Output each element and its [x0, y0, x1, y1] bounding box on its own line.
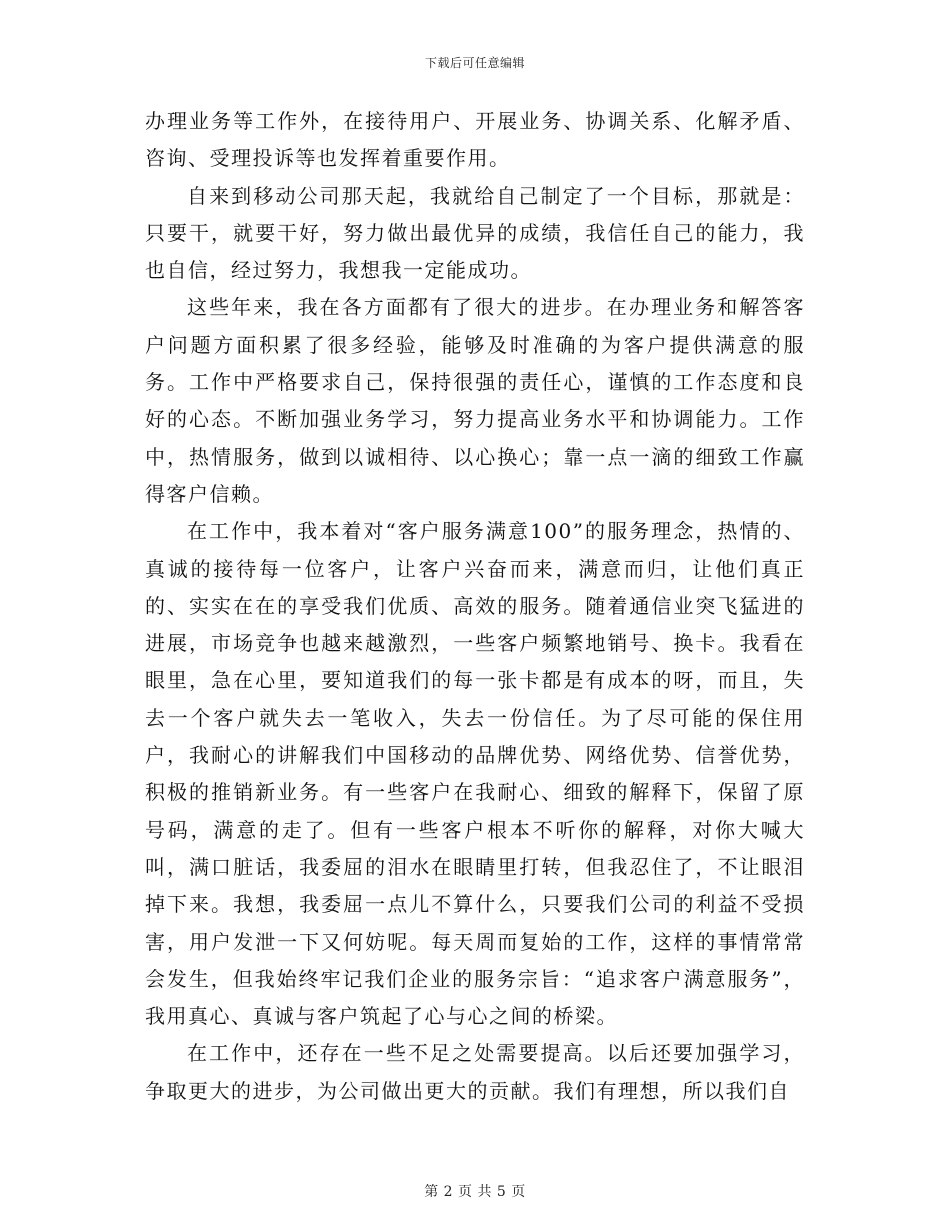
paragraph: 自来到移动公司那天起，我就给自己制定了一个目标，那就是：只要干，就要干好，努力做出最优异的成绩，我信任自己的能力，我也自信，经过努力，我想我一定能成功。	[145, 183, 805, 283]
paragraph: 在工作中，我本着对“客户服务满意100”的服务理念，热情的、真诚的接待每一位客户，让客户兴奋而来，满意而归，让他们真正的、实实在在的享受我们优质、高效的服务。随着通信业突飞猛进的进展，市场竞争也越来越激烈，一些客户频繁地销号、换卡。我看在眼里，急在心里，要知道我们的每一张卡都是有成本的呀，而且，失去一个客户就失去一笔收入，失去一份信任。为了尽可能的保住用户，我耐心的讲解我们中国移动的品牌优势、网络优势、信誉优势，积极的推销新业务。有一些客户在我耐心、细致的解释下，保留了原号码，满意的走了。但有一些客户根本不听你的解释，对你大喊大叫，满口脏话，我委屈的泪水在眼睛里打转，但我忍住了，不让眼泪掉下来。我想，我委屈一点儿不算什么，只要我们公司的利益不受损害，用户发泄一下又何妨呢。每天周而复始的工作，这样的事情常常会发生，但我始终牢记我们企业的服务宗旨：“追求客户满意服务”，我用真心、真诚与客户筑起了心与心之间的桥梁。	[145, 519, 805, 1029]
page-footer: 第 2 页 共 5 页	[424, 1184, 526, 1200]
document-body	[145, 103, 805, 1110]
paragraph-continuation: 办理业务等工作外，在接待用户、开展业务、协调关系、化解矛盾、咨询、受理投诉等也发挥着重要作用。	[145, 109, 805, 171]
page-header: 下载后可任意编辑	[424, 56, 525, 70]
paragraph: 在工作中，还存在一些不足之处需要提高。以后还要加强学习，争取更大的进步，为公司做出更大的贡献。我们有理想，所以我们自	[145, 1041, 805, 1103]
paragraph: 这些年来，我在各方面都有了很大的进步。在办理业务和解答客户问题方面积累了很多经验，能够及时准确的为客户提供满意的服务。工作中严格要求自己，保持很强的责任心，谨慎的工作态度和良好的心态。不断加强业务学习，努力提高业务水平和协调能力。工作中，热情服务，做到以诚相待、以心换心；靠一点一滴的细致工作赢得客户信赖。	[145, 295, 805, 506]
